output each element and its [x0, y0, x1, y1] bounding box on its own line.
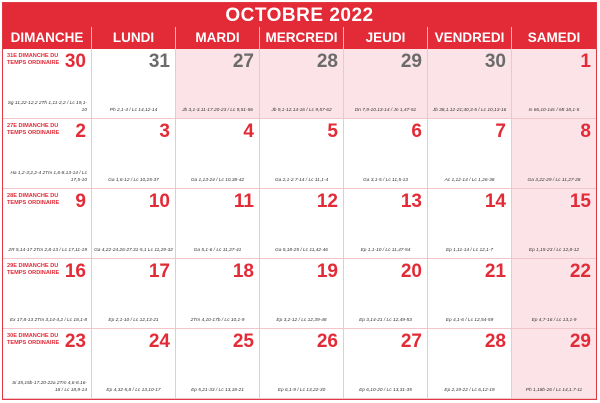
day-number: 17	[148, 261, 170, 282]
day-number: 7	[495, 121, 506, 142]
day-cell[interactable]	[511, 119, 596, 189]
daily-readings: Ga 3,22-29 / Lc 11,27-28	[527, 177, 581, 183]
daily-readings: Ga 5,18-25 / Lc 11,42-46	[275, 247, 328, 253]
day-number: 9	[75, 191, 86, 212]
day-number: 27	[400, 331, 422, 352]
daily-readings: Ph 2,1-4 / Lc 14,12-14	[109, 107, 158, 113]
daily-readings: Si 35,15b-17.20-22a 2Tm 4,6-8.16-18 / Lc 18,9-14	[12, 381, 87, 393]
daily-readings: Jb 3,1-3.11-17.20-23 / Lc 9,51-56	[182, 107, 253, 113]
liturgical-sunday-label: 28E DIMANCHE DU TEMPS ORDINAIRE	[7, 193, 60, 206]
daily-readings: Ga 2,1-2.7-14 / Lc 11,1-4	[274, 177, 329, 183]
day-number: 27	[232, 51, 254, 72]
day-cell[interactable]	[343, 329, 427, 399]
day-number: 31	[148, 51, 170, 72]
daily-readings: Ga 1,13-24 / Lc 10,38-42	[190, 177, 245, 183]
day-number: 2	[75, 121, 86, 142]
daily-readings: Is 66,10-14c / Mt 18,1-5	[528, 107, 580, 113]
weekday-header-mercredi: MERCREDI	[259, 27, 343, 49]
day-cell[interactable]	[3, 329, 91, 399]
daily-readings: Ep 4,32-5,8 / Lc 13,10-17	[106, 387, 161, 393]
daily-readings: Ep 1,1-10 / Lc 11,47-54	[360, 247, 411, 253]
day-cell[interactable]	[343, 49, 427, 119]
day-cell[interactable]	[91, 189, 175, 259]
day-number: 28	[316, 51, 338, 72]
day-number: 20	[400, 261, 422, 282]
daily-readings: Ep 3,14-21 / Lc 12,49-53	[359, 317, 412, 323]
day-number: 10	[148, 191, 170, 212]
daily-readings: 2R 5,14-17 2Tm 2,8-13 / Lc 17,11-19	[8, 247, 87, 253]
day-number: 4	[243, 121, 254, 142]
liturgical-sunday-label: 29E DIMANCHE DU TEMPS ORDINAIRE	[7, 263, 60, 276]
weekday-header-row	[3, 27, 596, 49]
daily-readings: Ep 1,11-14 / Lc 12,1-7	[445, 247, 494, 253]
day-number: 30	[64, 51, 86, 72]
day-cell[interactable]	[259, 329, 343, 399]
day-cell[interactable]	[343, 259, 427, 329]
daily-readings: Ep 1,15-23 / Lc 12,8-12	[528, 247, 580, 253]
day-cell[interactable]	[259, 189, 343, 259]
daily-readings: Ha 1,2-3;2,2-4 2Tm 1,6-8.13-14 / Lc 17,5-10	[10, 171, 87, 183]
calendar	[2, 2, 597, 400]
day-cell[interactable]	[175, 189, 259, 259]
day-cell[interactable]	[427, 259, 511, 329]
day-number: 28	[484, 331, 506, 352]
day-number: 19	[316, 261, 338, 282]
day-number: 22	[569, 261, 591, 282]
weekday-header-jeudi: JEUDI	[343, 27, 427, 49]
day-cell[interactable]	[175, 119, 259, 189]
daily-readings: Ph 1,18b-26 / Lc 14,1.7-11	[525, 387, 583, 393]
daily-readings: Ep 3,2-12 / Lc 12,39-48	[276, 317, 327, 323]
daily-readings: Sg 11,22-12,2 2Th 1,11-2,2 / Lc 19,1-10	[7, 101, 87, 113]
weekday-header-lundi: LUNDI	[91, 27, 175, 49]
day-cell[interactable]	[427, 49, 511, 119]
daily-readings: Jb 38,1.12-21;40,3-5 / Lc 10,13-16	[432, 107, 507, 113]
day-number: 6	[411, 121, 422, 142]
calendar-title: OCTOBRE 2022	[3, 3, 596, 27]
daily-readings: Ep 6,10-20 / Lc 13,31-35	[359, 387, 412, 393]
day-number: 21	[484, 261, 506, 282]
day-cell[interactable]	[175, 259, 259, 329]
day-number: 5	[327, 121, 338, 142]
daily-readings: Ep 6,1-9 / Lc 13,22-30	[277, 387, 326, 393]
day-cell[interactable]	[91, 329, 175, 399]
day-cell[interactable]	[175, 329, 259, 399]
day-number: 18	[232, 261, 254, 282]
day-number: 8	[580, 121, 591, 142]
weekday-header-dimanche: DIMANCHE	[10, 30, 84, 45]
day-cell[interactable]	[343, 189, 427, 259]
day-number: 30	[484, 51, 506, 72]
day-number: 12	[316, 191, 338, 212]
day-number: 26	[316, 331, 338, 352]
day-cell[interactable]	[259, 49, 343, 119]
day-number: 25	[232, 331, 254, 352]
daily-readings: 2Tm 4,10-17b / Lc 10,1-9	[190, 317, 245, 323]
day-cell[interactable]	[511, 329, 596, 399]
day-number: 11	[233, 191, 254, 212]
daily-readings: Ex 17,8-13 2Tm 3,14-4,2 / Lc 18,1-8	[9, 317, 87, 323]
day-cell[interactable]	[175, 49, 259, 119]
day-number: 15	[569, 191, 591, 212]
day-cell[interactable]	[91, 259, 175, 329]
daily-readings: Ga 3,1-5 / Lc 11,5-13	[363, 177, 408, 183]
day-number: 23	[64, 331, 86, 352]
day-cell[interactable]	[3, 49, 91, 119]
day-number: 29	[569, 331, 591, 352]
day-cell[interactable]	[427, 119, 511, 189]
day-cell[interactable]	[511, 49, 596, 119]
day-cell[interactable]	[259, 259, 343, 329]
day-cell[interactable]	[3, 119, 91, 189]
day-number: 29	[400, 51, 422, 72]
liturgical-sunday-label: 31E DIMANCHE DU TEMPS ORDINAIRE	[7, 53, 60, 66]
daily-readings: Dn 7,9-10.13-14 / Jn 1,47-51	[354, 107, 417, 113]
daily-readings: Ep 5,21-33 / Lc 13,18-21	[191, 387, 244, 393]
day-cell[interactable]	[91, 49, 175, 119]
day-number: 14	[484, 191, 506, 212]
day-cell[interactable]	[259, 119, 343, 189]
day-cell[interactable]	[343, 119, 427, 189]
daily-readings: Jb 9,1-12.14-16 / Lc 9,57-62	[271, 107, 332, 113]
day-cell[interactable]	[91, 119, 175, 189]
day-number: 1	[580, 51, 591, 72]
weekday-header-samedi: SAMEDI	[511, 27, 596, 49]
day-number: 24	[148, 331, 170, 352]
liturgical-sunday-label: 30E DIMANCHE DU TEMPS ORDINAIRE	[7, 333, 60, 346]
daily-readings: Ep 4,1-6 / Lc 12,54-59	[445, 317, 494, 323]
daily-readings: Ep 2,19-22 / Lc 6,12-19	[444, 387, 495, 393]
day-number: 3	[159, 121, 170, 142]
daily-readings: Ga 5,1-6 / Lc 11,37-41	[193, 247, 242, 253]
day-cell[interactable]	[511, 189, 596, 259]
day-cell[interactable]	[511, 259, 596, 329]
day-cell[interactable]	[3, 259, 91, 329]
daily-readings: Ac 1,12-14 / Lc 1,26-38	[444, 177, 495, 183]
daily-readings: Ga 1,6-12 / Lc 10,25-37	[108, 177, 159, 183]
liturgical-sunday-label: 27E DIMANCHE DU TEMPS ORDINAIRE	[7, 123, 60, 136]
daily-readings: Ep 2,1-10 / Lc 12,13-21	[108, 317, 159, 323]
day-cell[interactable]	[427, 329, 511, 399]
day-cell[interactable]	[3, 189, 91, 259]
weekday-header-mardi: MARDI	[175, 27, 259, 49]
day-cell[interactable]	[427, 189, 511, 259]
day-number: 13	[400, 191, 422, 212]
weekday-header-vendredi: VENDREDI	[427, 27, 511, 49]
daily-readings: Ep 4,7-16 / Lc 13,1-9	[531, 317, 577, 323]
daily-readings: Ga 4,22-24.26-27.31-5,1 Lc 11,29-32	[94, 247, 173, 253]
day-number: 16	[64, 261, 86, 282]
